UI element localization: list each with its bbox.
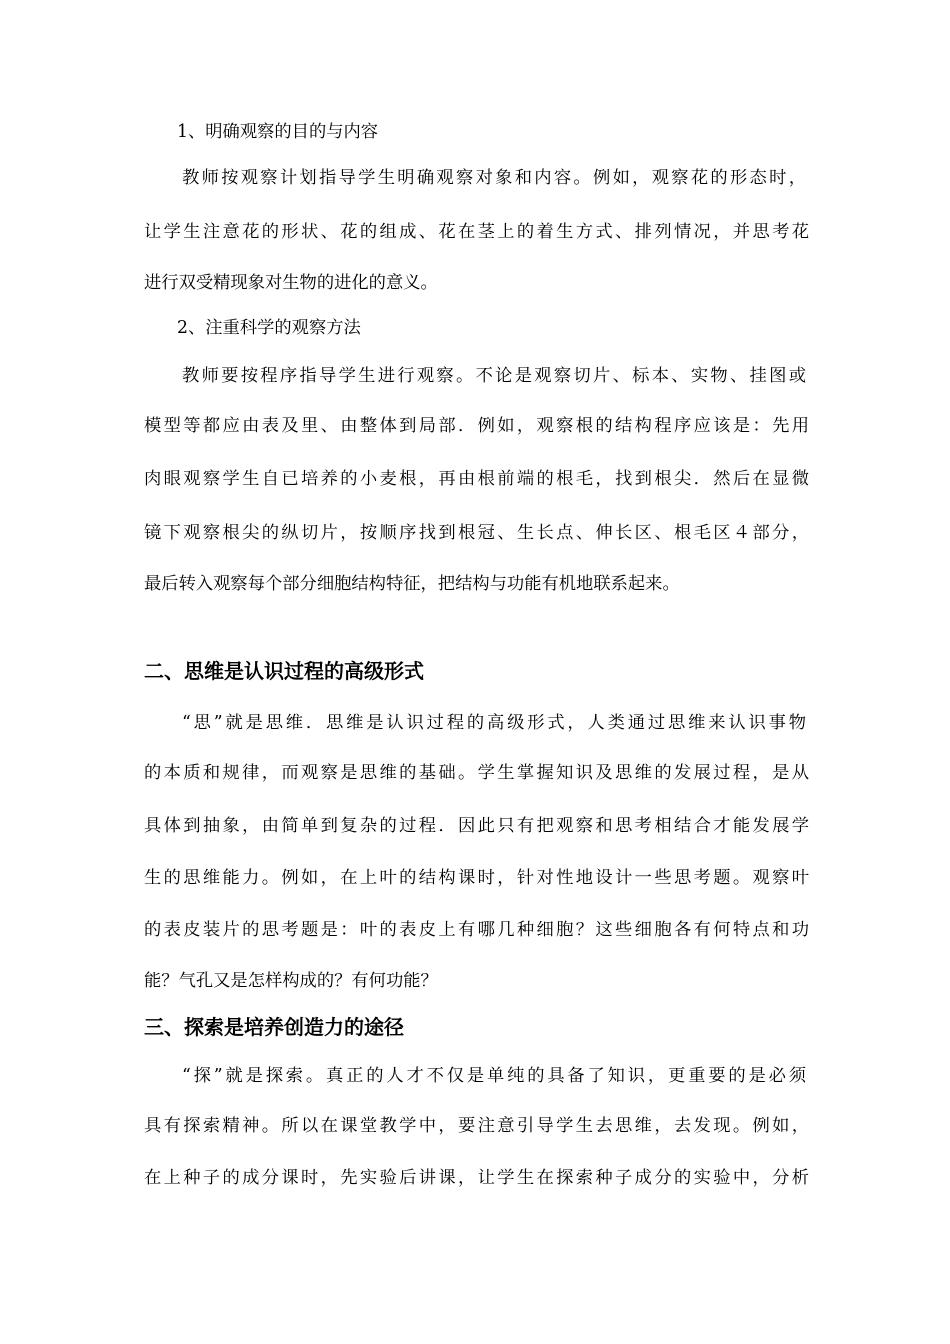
paragraph-line: “思”就是思维．思维是认识过程的高级形式，人类通过思维来认识事物 (182, 713, 806, 733)
subsection-heading-2: 2、注重科学的观察方法 (177, 318, 361, 338)
paragraph-line: 能？气孔又是怎样构成的？有何功能？ (144, 971, 438, 991)
paragraph-line: 让学生注意花的形状、花的组成、花在茎上的着生方式、排列情况，并思考花 (144, 222, 809, 242)
paragraph-line: 在上种子的成分课时，先实验后讲课，让学生在探索种子成分的实验中，分析 (144, 1168, 809, 1188)
paragraph-line: 生的思维能力。例如，在上叶的结构课时，针对性地设计一些思考题。观察叶 (144, 868, 809, 888)
subsection-heading-1: 1、明确观察的目的与内容 (177, 122, 379, 142)
section-heading-2: 二、思维是认识过程的高级形式 (144, 659, 424, 683)
paragraph-line: 镜下观察根尖的纵切片，按顺序找到根冠、生长点、伸长区、根毛区４部分， (144, 523, 809, 543)
paragraph-line: 最后转入观察每个部分细胞结构特征，把结构与功能有机地联系起来。 (144, 574, 680, 594)
paragraph-line: 的表皮装片的思考题是：叶的表皮上有哪几种细胞？这些细胞各有何特点和功 (144, 920, 809, 940)
paragraph-line: 教师要按程序指导学生进行观察。不论是观察切片、标本、实物、挂图或 (182, 366, 806, 386)
section-heading-3: 三、探索是培养创造力的途径 (144, 1015, 404, 1039)
paragraph-line: 具有探索精神。所以在课堂教学中，要注意引导学生去思维，去发现。例如， (144, 1116, 809, 1136)
paragraph-line: 模型等都应由表及里、由整体到局部．例如，观察根的结构程序应该是：先用 (144, 416, 809, 436)
paragraph-line: 的本质和规律，而观察是思维的基础。学生掌握知识及思维的发展过程，是从 (144, 763, 809, 783)
paragraph-line: 肉眼观察学生自已培养的小麦根，再由根前端的根毛，找到根尖．然后在显微 (144, 469, 809, 489)
paragraph-line: 进行双受精现象对生物的进化的意义。 (144, 273, 438, 293)
paragraph-line: 具体到抽象，由简单到复杂的过程．因此只有把观察和思考相结合才能发展学 (144, 816, 809, 836)
paragraph-line: 教师按观察计划指导学生明确观察对象和内容。例如，观察花的形态时， (182, 168, 806, 188)
paragraph-line: “探”就是探索。真正的人才不仅是单纯的具备了知识，更重要的是必须 (182, 1066, 806, 1086)
